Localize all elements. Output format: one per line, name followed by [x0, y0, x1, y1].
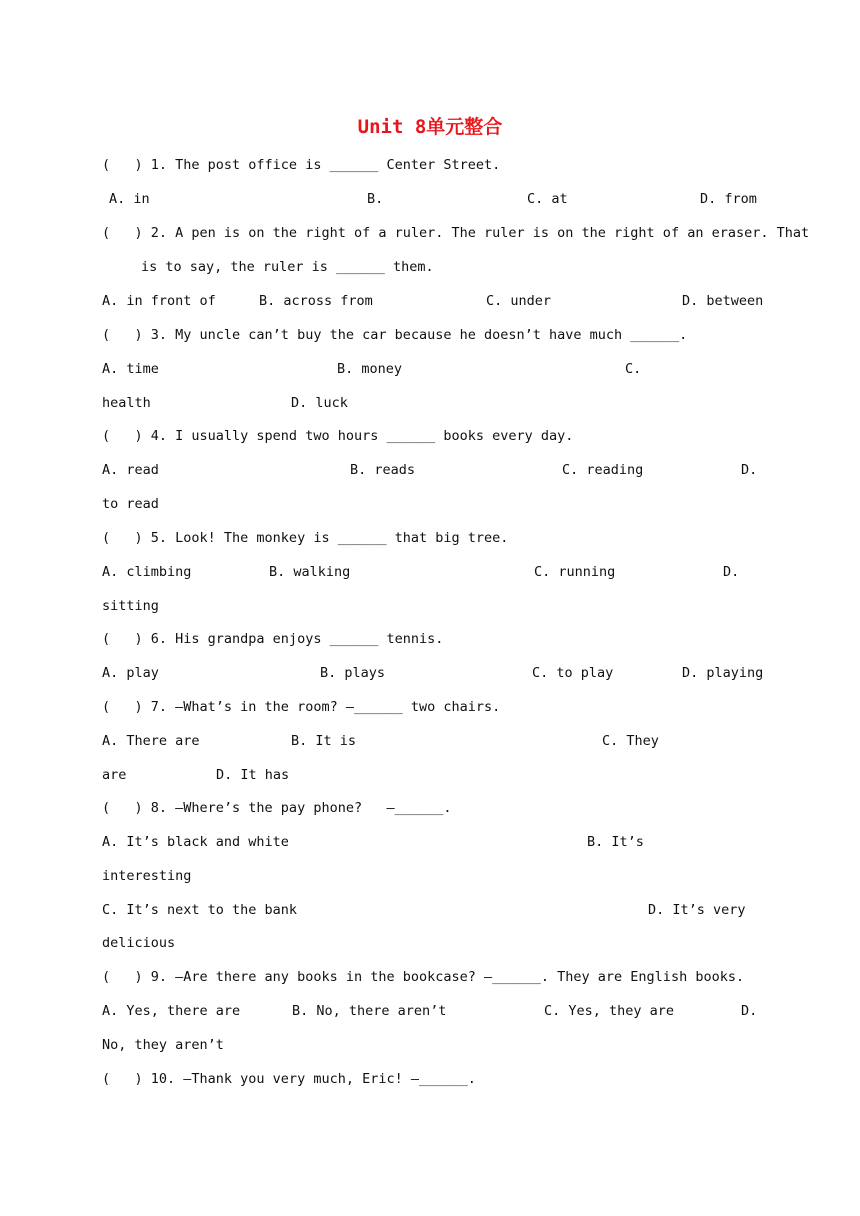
- question-4-option-c: C. reading: [562, 462, 644, 478]
- question-3-option-d: D. luck: [291, 395, 348, 411]
- question-7-stem: ( ) 7. —What’s in the room? —______ two chairs.: [102, 699, 501, 715]
- question-5-option-c: C. running: [534, 564, 616, 580]
- question-1-option-c: C. at: [527, 191, 568, 207]
- question-6-option-a: A. play: [102, 665, 159, 681]
- question-3-option-a: A. time: [102, 361, 159, 377]
- question-7-option-c-text: are: [102, 767, 127, 783]
- question-9-option-d: D.: [741, 1003, 758, 1019]
- question-5-option-d: D.: [723, 564, 740, 580]
- question-2-option-a: A. in front of: [102, 293, 216, 309]
- question-5-stem: ( ) 5. Look! The monkey is ______ that big tree.: [102, 530, 509, 546]
- question-7-option-d: D. It has: [216, 767, 290, 783]
- question-3-option-b: B. money: [337, 361, 403, 377]
- question-6-stem: ( ) 6. His grandpa enjoys ______ tennis.: [102, 631, 444, 647]
- question-2-stem: ( ) 2. A pen is on the right of a ruler. The ruler is on the right of an eraser. That: [102, 225, 810, 241]
- page-title: Unit 8单元整合: [357, 116, 503, 138]
- question-4-option-a: A. read: [102, 462, 159, 478]
- question-10-stem: ( ) 10. —Thank you very much, Eric! —______.: [102, 1071, 476, 1087]
- question-1-stem: ( ) 1. The post office is ______ Center Street.: [102, 157, 501, 173]
- question-4-option-b: B. reads: [350, 462, 416, 478]
- question-4-option-d-text: to read: [102, 496, 159, 512]
- question-9-option-d-text: No, they aren’t: [102, 1037, 224, 1053]
- question-7-option-c: C. They: [602, 733, 659, 749]
- question-8-option-b-text: interesting: [102, 868, 192, 884]
- question-8-option-c: C. It’s next to the bank: [102, 902, 298, 918]
- question-5-option-a: A. climbing: [102, 564, 192, 580]
- question-2-option-c: C. under: [486, 293, 552, 309]
- question-9-option-a: A. Yes, there are: [102, 1003, 241, 1019]
- question-3-option-c-text: health: [102, 395, 151, 411]
- question-6-option-b: B. plays: [320, 665, 386, 681]
- question-8-stem: ( ) 8. —Where’s the pay phone? —______.: [102, 800, 452, 816]
- question-7-option-b: B. It is: [291, 733, 357, 749]
- question-4-stem: ( ) 4. I usually spend two hours ______ books every day.: [102, 428, 574, 444]
- question-6-option-d: D. playing: [682, 665, 764, 681]
- question-4-option-d: D.: [741, 462, 758, 478]
- question-7-option-a: A. There are: [102, 733, 200, 749]
- question-3-stem: ( ) 3. My uncle can’t buy the car because he doesn’t have much ______.: [102, 327, 688, 343]
- question-2-option-d: D. between: [682, 293, 764, 309]
- question-6-option-c: C. to play: [532, 665, 614, 681]
- question-9-option-b: B. No, there aren’t: [292, 1003, 447, 1019]
- question-8-option-b: B. It’s: [587, 834, 644, 850]
- question-1-option-b: B.: [367, 191, 384, 207]
- question-5-option-b: B. walking: [269, 564, 351, 580]
- question-8-option-d: D. It’s very: [648, 902, 746, 918]
- question-1-option-d: D. from: [700, 191, 757, 207]
- question-2-stem-continued: is to say, the ruler is ______ them.: [141, 259, 434, 275]
- question-3-option-c: C.: [625, 361, 642, 377]
- question-9-option-c: C. Yes, they are: [544, 1003, 675, 1019]
- question-8-option-d-text: delicious: [102, 935, 176, 951]
- question-8-option-a: A. It’s black and white: [102, 834, 289, 850]
- question-9-stem: ( ) 9. —Are there any books in the bookcase? —______. They are English books.: [102, 969, 745, 985]
- question-1-option-a: A. in: [109, 191, 150, 207]
- question-5-option-d-text: sitting: [102, 598, 159, 614]
- question-2-option-b: B. across from: [259, 293, 373, 309]
